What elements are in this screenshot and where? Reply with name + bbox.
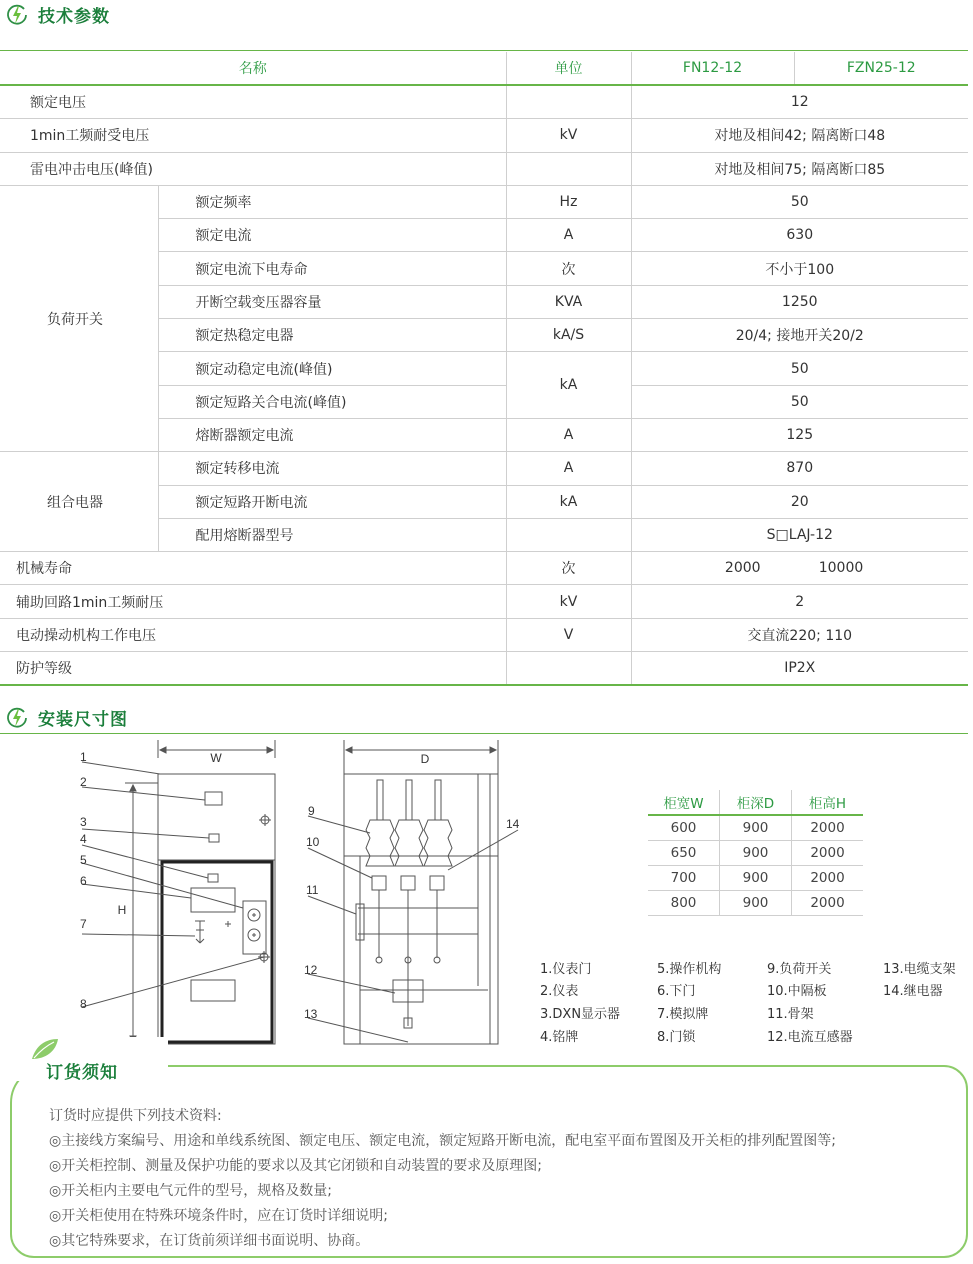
cell: 650 bbox=[648, 841, 720, 866]
row-value-a: 2000 bbox=[631, 552, 794, 585]
row-value: 对地及相间42; 隔离断口48 bbox=[631, 119, 968, 152]
parts-legend bbox=[540, 958, 970, 1050]
table-row bbox=[0, 452, 968, 485]
row-unit: kA bbox=[506, 485, 631, 518]
row-value: 2 bbox=[631, 585, 968, 618]
row-unit bbox=[506, 85, 631, 119]
callout-8: 8 bbox=[80, 997, 87, 1011]
row-value: 1250 bbox=[631, 285, 968, 318]
table-row bbox=[648, 841, 863, 866]
row-name: 额定转移电流 bbox=[158, 452, 506, 485]
row-unit: A bbox=[506, 452, 631, 485]
table-row bbox=[0, 152, 968, 185]
row-name: 电动操动机构工作电压 bbox=[0, 618, 506, 651]
table-row bbox=[0, 552, 968, 585]
row-unit: KVA bbox=[506, 285, 631, 318]
table-row bbox=[648, 815, 863, 841]
spec-section-title: 技术参数 bbox=[38, 7, 110, 27]
group-label-load-switch: 负荷开关 bbox=[0, 185, 158, 451]
row-unit: kA bbox=[506, 352, 631, 419]
legend-item: 13.电缆支架 bbox=[883, 962, 956, 977]
row-value: IP2X bbox=[631, 652, 968, 686]
col-name: 名称 bbox=[0, 52, 506, 85]
cell: 2000 bbox=[792, 815, 864, 841]
row-unit: A bbox=[506, 418, 631, 451]
callout-1: 1 bbox=[80, 750, 87, 764]
row-unit: V bbox=[506, 618, 631, 651]
legend-item: 5.操作机构 bbox=[657, 962, 722, 977]
row-unit: 次 bbox=[506, 252, 631, 285]
row-unit: 次 bbox=[506, 552, 631, 585]
spec-table bbox=[0, 52, 968, 686]
legend-item: 7.模拟牌 bbox=[657, 1007, 709, 1022]
order-notes bbox=[49, 1104, 836, 1254]
row-unit bbox=[506, 518, 631, 551]
legend-item: 11.骨架 bbox=[767, 1007, 814, 1022]
callout-14: 14 bbox=[506, 817, 520, 831]
row-value: 125 bbox=[631, 418, 968, 451]
callout-6: 6 bbox=[80, 874, 87, 888]
cell: 900 bbox=[720, 841, 792, 866]
install-header-rule bbox=[0, 733, 968, 734]
legend-item: 9.负荷开关 bbox=[767, 962, 832, 977]
table-row bbox=[0, 85, 968, 119]
row-name: 额定短路关合电流(峰值) bbox=[158, 385, 506, 418]
table-row bbox=[648, 866, 863, 891]
row-unit: kV bbox=[506, 585, 631, 618]
spec-header-row bbox=[0, 52, 968, 85]
row-name: 防护等级 bbox=[0, 652, 506, 686]
callout-4: 4 bbox=[80, 832, 87, 846]
callout-5: 5 bbox=[80, 853, 87, 867]
install-section-header bbox=[5, 705, 128, 730]
row-name: 1min工频耐受电压 bbox=[0, 119, 506, 152]
side-view-drawing bbox=[300, 738, 530, 1050]
col-width: 柜宽W bbox=[648, 790, 720, 815]
row-name: 雷电冲击电压(峰值) bbox=[0, 152, 506, 185]
row-name: 额定热稳定电器 bbox=[158, 319, 506, 352]
callout-2: 2 bbox=[80, 775, 87, 789]
legend-item: 3.DXN显示器 bbox=[540, 1007, 621, 1022]
order-line: ◎主接线方案编号、用途和单线系统图、额定电压、额定电流，额定短路开断电流，配电室平面布置图及开关柜的排列配置图等; bbox=[49, 1133, 836, 1149]
row-name: 额定短路开断电流 bbox=[158, 485, 506, 518]
callout-7: 7 bbox=[80, 917, 87, 931]
row-unit: A bbox=[506, 219, 631, 252]
table-row bbox=[0, 652, 968, 686]
row-value: 630 bbox=[631, 219, 968, 252]
row-value: 对地及相间75; 隔离断口85 bbox=[631, 152, 968, 185]
row-value: S□LAJ-12 bbox=[631, 518, 968, 551]
legend-item: 14.继电器 bbox=[883, 984, 943, 999]
install-section-title: 安装尺寸图 bbox=[38, 710, 128, 730]
legend-item: 10.中隔板 bbox=[767, 984, 827, 999]
row-name: 额定动稳定电流(峰值) bbox=[158, 352, 506, 385]
row-value: 20/4; 接地开关20/2 bbox=[631, 319, 968, 352]
col-model-a: FN12-12 bbox=[631, 52, 794, 85]
row-unit: Hz bbox=[506, 185, 631, 218]
order-line: ◎开关柜内主要电气元件的型号，规格及数量; bbox=[49, 1183, 332, 1199]
order-line: 订货时应提供下列技术资料: bbox=[49, 1108, 222, 1124]
group-label-combo: 组合电器 bbox=[0, 452, 158, 552]
row-value: 12 bbox=[631, 85, 968, 119]
height-label: H bbox=[117, 903, 127, 917]
row-name: 额定电压 bbox=[0, 85, 506, 119]
legend-item: 2.仪表 bbox=[540, 984, 579, 999]
width-label: W bbox=[210, 751, 222, 765]
row-value: 50 bbox=[631, 385, 968, 418]
row-name: 机械寿命 bbox=[0, 552, 506, 585]
spec-header-rule bbox=[0, 50, 968, 51]
row-value: 20 bbox=[631, 485, 968, 518]
row-unit bbox=[506, 652, 631, 686]
legend-item: 6.下门 bbox=[657, 984, 696, 999]
order-line: ◎其它特殊要求，在订货前须详细书面说明、协商。 bbox=[49, 1233, 370, 1249]
cell: 900 bbox=[720, 866, 792, 891]
size-table bbox=[648, 790, 863, 916]
row-unit: kV bbox=[506, 119, 631, 152]
cell: 700 bbox=[648, 866, 720, 891]
row-value-b: 10000 bbox=[794, 552, 968, 585]
spec-section-header bbox=[5, 2, 110, 27]
col-height: 柜高H bbox=[792, 790, 864, 815]
cell: 2000 bbox=[792, 841, 864, 866]
cell: 900 bbox=[720, 891, 792, 916]
row-unit bbox=[506, 152, 631, 185]
row-name: 额定电流 bbox=[158, 219, 506, 252]
legend-item: 1.仪表门 bbox=[540, 962, 592, 977]
row-name: 开断空载变压器容量 bbox=[158, 285, 506, 318]
row-name: 额定频率 bbox=[158, 185, 506, 218]
table-row bbox=[0, 119, 968, 152]
cell: 600 bbox=[648, 815, 720, 841]
col-unit: 单位 bbox=[506, 52, 631, 85]
callout-11: 11 bbox=[306, 883, 319, 897]
order-line: ◎开关柜控制、测量及保护功能的要求以及其它闭锁和自动装置的要求及原理图; bbox=[49, 1158, 542, 1174]
row-value: 50 bbox=[631, 352, 968, 385]
size-header-row bbox=[648, 790, 863, 815]
depth-label: D bbox=[420, 752, 430, 766]
row-value: 870 bbox=[631, 452, 968, 485]
cell: 2000 bbox=[792, 866, 864, 891]
row-name: 熔断器额定电流 bbox=[158, 418, 506, 451]
callout-13: 13 bbox=[304, 1007, 318, 1021]
callout-9: 9 bbox=[308, 804, 315, 818]
table-row bbox=[0, 185, 968, 218]
lightning-icon bbox=[5, 3, 29, 27]
cell: 800 bbox=[648, 891, 720, 916]
legend-item: 4.铭牌 bbox=[540, 1030, 579, 1045]
table-row bbox=[0, 585, 968, 618]
row-name: 辅助回路1min工频耐压 bbox=[0, 585, 506, 618]
callout-10: 10 bbox=[306, 835, 320, 849]
legend-item: 8.门锁 bbox=[657, 1030, 696, 1045]
order-section-title: 订货须知 bbox=[46, 1063, 118, 1083]
callout-3: 3 bbox=[80, 815, 87, 829]
row-unit: kA/S bbox=[506, 319, 631, 352]
row-value: 交直流220; 110 bbox=[631, 618, 968, 651]
front-view-drawing bbox=[70, 738, 285, 1050]
table-row bbox=[0, 618, 968, 651]
table-row bbox=[648, 891, 863, 916]
callout-12: 12 bbox=[304, 963, 318, 977]
col-depth: 柜深D bbox=[720, 790, 792, 815]
col-model-b: FZN25-12 bbox=[794, 52, 968, 85]
order-line: ◎开关柜使用在特殊环境条件时，应在订货时详细说明; bbox=[49, 1208, 388, 1224]
cell: 2000 bbox=[792, 891, 864, 916]
row-value: 50 bbox=[631, 185, 968, 218]
legend-item: 12.电流互感器 bbox=[767, 1030, 853, 1045]
row-name: 额定电流下电寿命 bbox=[158, 252, 506, 285]
cell: 900 bbox=[720, 815, 792, 841]
row-value: 不小于100 bbox=[631, 252, 968, 285]
lightning-icon bbox=[5, 706, 29, 730]
row-name: 配用熔断器型号 bbox=[158, 518, 506, 551]
